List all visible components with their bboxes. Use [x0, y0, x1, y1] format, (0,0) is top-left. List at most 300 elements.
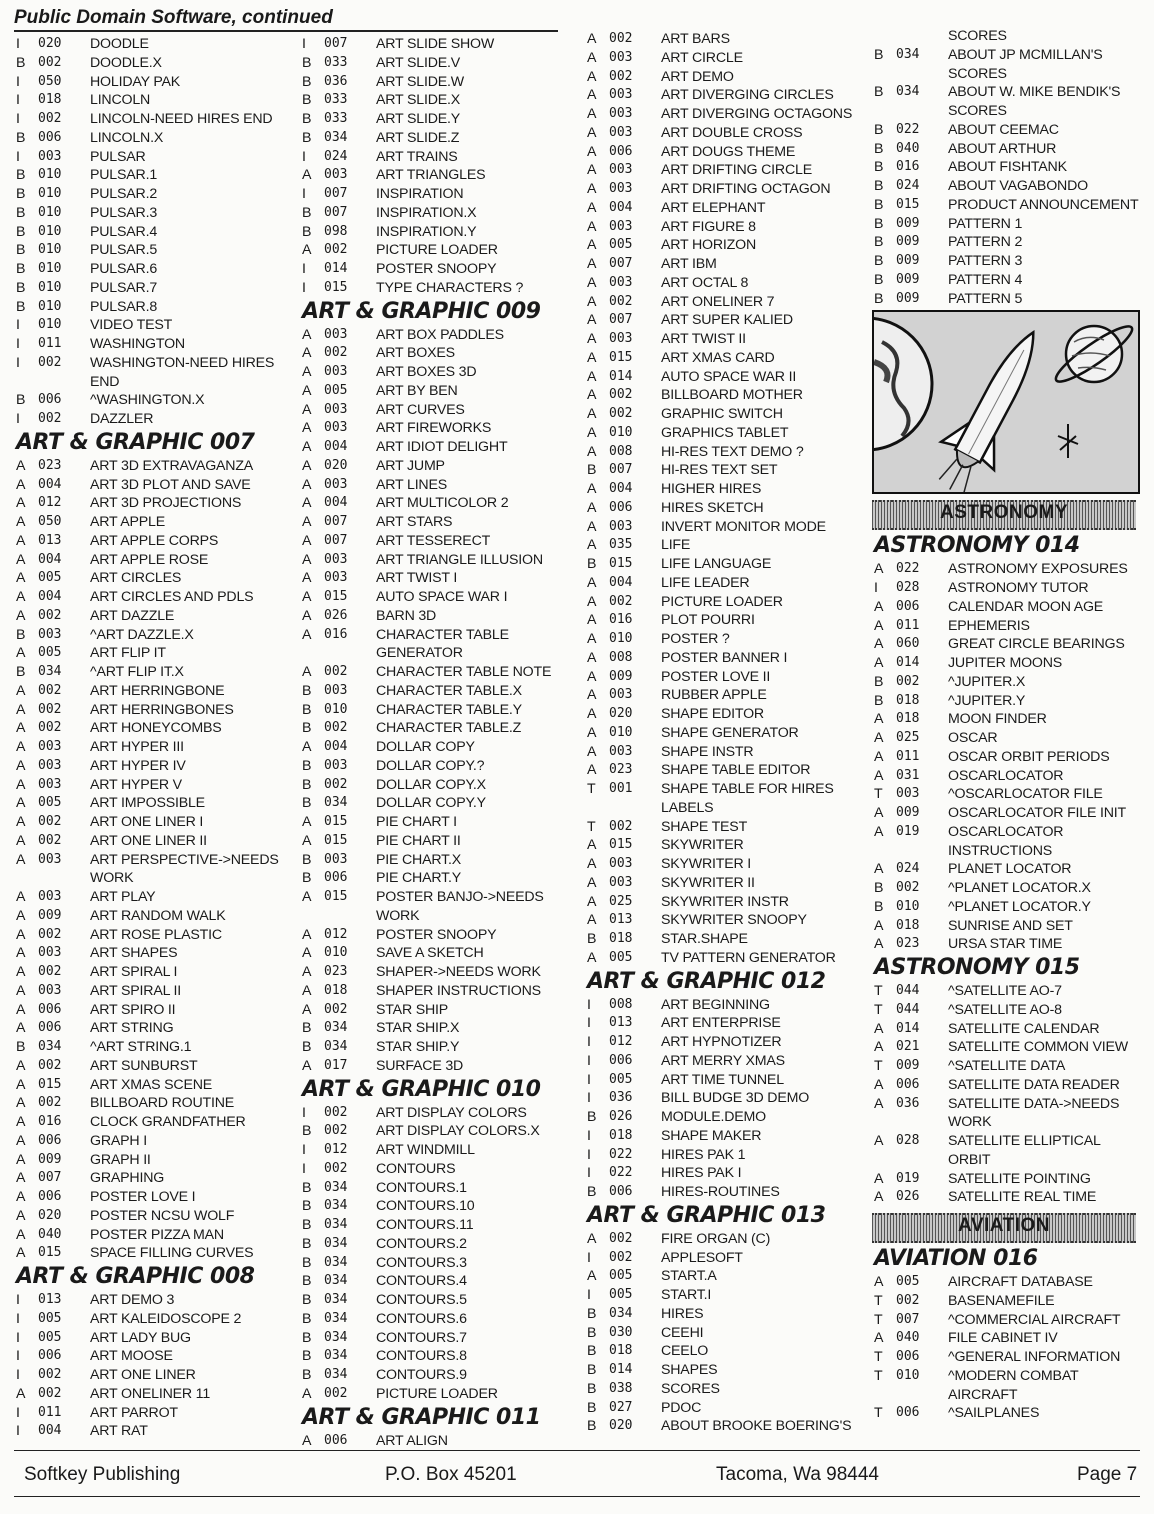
catalog-entry	[14, 832, 290, 851]
entry-format-code: B	[874, 46, 884, 63]
entry-program-name: ART DEMO 3	[90, 1292, 175, 1308]
entry-disk-number: 018	[896, 692, 920, 708]
catalog-entry	[585, 68, 863, 87]
entry-disk-number: 021	[896, 1039, 920, 1055]
entry-format-code: A	[874, 823, 884, 840]
entry-disk-number: 034	[609, 1305, 633, 1321]
entry-format-code: T	[874, 1058, 883, 1074]
catalog-entry	[585, 836, 863, 855]
catalog-entry	[585, 143, 863, 162]
entry-program-name: RUBBER APPLE	[661, 687, 767, 704]
entry-program-name: ART SLIDE SHOW	[376, 36, 495, 52]
entry-program-name: DOLLAR COPY	[376, 739, 475, 755]
entry-program-name: SHAPE EDITOR	[661, 706, 764, 722]
entry-disk-number: 018	[896, 711, 920, 727]
entry-disk-number: 022	[609, 1165, 633, 1181]
entry-format-code: A	[302, 739, 312, 755]
entry-format-code: A	[16, 589, 26, 605]
entry-disk-number: 002	[324, 242, 348, 258]
catalog-entry	[300, 701, 576, 720]
entry-format-code: A	[16, 1207, 26, 1224]
entry-disk-number: 002	[324, 1160, 348, 1176]
entry-program-name: HI-RES TEXT SET	[661, 462, 778, 479]
catalog-entry	[300, 1254, 576, 1273]
entry-program-name: PULSAR.1	[90, 167, 158, 184]
catalog-entry	[14, 1366, 290, 1385]
catalog-entry	[300, 1216, 576, 1235]
catalog-entry	[872, 673, 1140, 692]
entry-disk-number: 013	[38, 1292, 62, 1307]
entry-disk-number: 002	[38, 1095, 62, 1111]
entry-format-code: A	[587, 724, 597, 741]
entry-disk-number: 003	[324, 851, 348, 867]
entry-format-code: I	[16, 73, 20, 90]
catalog-entry	[872, 879, 1140, 898]
entry-program-name: ART LINES	[376, 476, 448, 493]
catalog-entry	[14, 1019, 290, 1038]
entry-format-code: A	[874, 1330, 884, 1347]
entry-program-name: ART SPIRAL II	[90, 982, 181, 999]
entry-format-code: B	[302, 1367, 312, 1383]
entry-format-code: B	[874, 880, 884, 896]
footer-divider-bottom	[14, 1496, 1140, 1497]
entry-format-code: B	[874, 140, 884, 157]
catalog-entry	[872, 823, 1140, 861]
entry-format-code: B	[302, 1179, 312, 1196]
entry-program-name: ^MODERN COMBAT AIRCRAFT	[948, 1367, 1079, 1403]
entry-format-code: B	[302, 720, 312, 737]
entry-program-name: SATELLITE COMMON VIEW	[948, 1039, 1128, 1056]
catalog-entry	[872, 1076, 1140, 1095]
catalog-entry	[585, 649, 863, 668]
catalog-entry	[585, 949, 863, 968]
entry-program-name: ART TRIANGLE ILLUSION	[376, 551, 543, 568]
entry-disk-number: 008	[609, 996, 633, 1012]
entry-disk-number: 010	[896, 898, 920, 914]
catalog-entry	[300, 1432, 576, 1451]
entry-format-code: A	[587, 368, 597, 385]
entry-program-name: GRAPH II	[90, 1151, 151, 1168]
entry-program-name: ART DRIFTING CIRCLE	[661, 162, 812, 179]
catalog-entry	[585, 1033, 863, 1052]
entry-disk-number: 005	[38, 645, 62, 661]
entry-program-name: GRAPHIC SWITCH	[661, 406, 783, 422]
entry-program-name: ABOUT W. MIKE BENDIK'S SCORES	[948, 84, 1121, 119]
catalog-entry	[300, 1310, 576, 1329]
catalog-entry	[585, 1399, 863, 1418]
entry-program-name: ART RANDOM WALK	[90, 907, 226, 924]
entry-disk-number: 006	[609, 143, 633, 159]
entry-format-code: A	[874, 1076, 884, 1093]
entry-program-name: ART DOUBLE CROSS	[661, 124, 803, 141]
entry-format-code: A	[874, 1274, 884, 1290]
entry-program-name: GRAPH I	[90, 1132, 147, 1149]
catalog-entry	[872, 710, 1140, 729]
entry-program-name: ART HORIZON	[661, 237, 757, 254]
catalog-entry	[872, 1348, 1140, 1367]
entry-format-code: B	[874, 84, 884, 101]
entry-disk-number: 009	[896, 215, 920, 231]
entry-format-code: B	[302, 111, 312, 127]
catalog-entry	[14, 888, 290, 907]
entry-format-code: A	[587, 218, 597, 235]
entry-program-name: SHAPE INSTR	[661, 743, 754, 760]
entry-format-code: A	[587, 687, 597, 704]
catalog-entry	[14, 1422, 290, 1441]
catalog-entry	[585, 855, 863, 874]
entry-format-code: A	[587, 143, 597, 160]
entry-disk-number: 004	[324, 439, 348, 454]
entry-program-name: LIFE LANGUAGE	[661, 556, 772, 572]
entry-disk-number: 010	[38, 167, 62, 183]
catalog-entry	[300, 1272, 576, 1291]
entry-disk-number: 009	[896, 290, 920, 306]
entry-program-name: LINCOLN.X	[90, 129, 164, 146]
catalog-entry	[585, 1342, 863, 1361]
entry-format-code: I	[16, 411, 20, 427]
entry-format-code: A	[587, 387, 597, 404]
catalog-entry	[300, 185, 576, 204]
entry-disk-number: 002	[38, 964, 62, 979]
entry-format-code: T	[874, 1405, 883, 1422]
entry-format-code: A	[302, 664, 312, 680]
catalog-entry	[872, 290, 1140, 309]
catalog-entry	[585, 30, 863, 49]
catalog-entry	[14, 682, 290, 701]
entry-disk-number: 009	[896, 271, 920, 287]
entry-program-name: PULSAR.2	[90, 186, 158, 202]
catalog-entry	[585, 255, 863, 274]
entry-format-code: I	[587, 1146, 591, 1163]
entry-program-name: PATTERN 4	[948, 271, 1023, 288]
catalog-entry	[300, 663, 576, 682]
entry-disk-number: 003	[324, 476, 348, 492]
section-heading: ART & GRAPHIC 011	[302, 1404, 541, 1430]
section-heading: ASTRONOMY 015	[874, 955, 1080, 980]
entry-disk-number: 002	[609, 406, 633, 421]
entry-format-code: A	[16, 776, 26, 793]
entry-disk-number: 010	[38, 204, 62, 220]
entry-program-name: PIE CHART I	[376, 814, 457, 830]
entry-format-code: B	[302, 1217, 312, 1233]
catalog-entry	[14, 757, 290, 776]
entry-program-name: URSA STAR TIME	[948, 936, 1063, 953]
catalog-entry	[300, 326, 576, 345]
entry-program-name: ART HYPNOTIZER	[661, 1034, 782, 1050]
entry-program-name: PATTERN 2	[948, 234, 1023, 251]
entry-disk-number: 002	[38, 111, 62, 126]
entry-program-name: POSTER LOVE II	[661, 668, 771, 685]
entry-format-code: A	[302, 945, 312, 962]
entry-format-code: B	[302, 54, 312, 71]
entry-format-code: A	[874, 767, 884, 784]
entry-disk-number: 006	[609, 499, 633, 515]
catalog-entry	[14, 494, 290, 513]
entry-program-name: ART ROSE PLASTIC	[90, 926, 222, 943]
entry-disk-number: 050	[38, 73, 62, 89]
entry-disk-number: 009	[38, 1151, 62, 1167]
entry-disk-number: 013	[609, 1015, 633, 1031]
entry-disk-number: 006	[38, 392, 62, 408]
catalog-entry	[14, 607, 290, 626]
entry-program-name: SAVE A SKETCH	[376, 945, 484, 962]
entry-disk-number: 036	[896, 1095, 920, 1111]
catalog-entry	[300, 944, 576, 963]
entry-disk-number: 003	[38, 757, 62, 773]
entry-disk-number: 044	[896, 1001, 920, 1017]
catalog-entry	[14, 907, 290, 926]
catalog-entry	[300, 851, 576, 870]
entry-program-name: POSTER SNOOPY	[376, 926, 497, 943]
entry-format-code: A	[874, 1095, 884, 1112]
entry-disk-number: 002	[896, 673, 920, 689]
entry-program-name: ABOUT BROOKE BOERING'S	[661, 1418, 852, 1435]
entry-disk-number: 010	[324, 701, 348, 717]
entry-program-name: POSTER BANNER I	[661, 649, 788, 666]
entry-program-name: ART OCTAL 8	[661, 274, 749, 291]
entry-disk-number: 010	[38, 186, 62, 201]
entry-format-code: A	[587, 312, 597, 329]
entry-program-name: PLOT POURRI	[661, 612, 755, 629]
entry-program-name: JUPITER MOONS	[948, 655, 1063, 671]
catalog-entry	[872, 215, 1140, 234]
entry-format-code: A	[874, 936, 884, 953]
entry-program-name: AUTO SPACE WAR II	[661, 368, 797, 385]
entry-program-name: ART ONELINER 11	[90, 1385, 211, 1402]
entry-format-code: T	[874, 786, 883, 803]
catalog-entry	[14, 129, 290, 148]
entry-disk-number: 014	[324, 261, 348, 276]
entry-disk-number: 019	[896, 1170, 920, 1186]
entry-program-name: SATELLITE REAL TIME	[948, 1189, 1097, 1206]
section-heading: ASTRONOMY 014	[874, 533, 1080, 559]
catalog-entry	[872, 1038, 1140, 1057]
catalog-entry	[585, 461, 863, 480]
catalog-entry	[872, 121, 1140, 140]
entry-disk-number: 034	[324, 1039, 348, 1054]
entry-disk-number: 006	[609, 1052, 633, 1068]
entry-program-name: STAR SHIP.Y	[376, 1039, 460, 1055]
entry-format-code: A	[874, 1133, 884, 1149]
entry-disk-number: 022	[896, 561, 920, 577]
entry-format-code: I	[587, 1249, 591, 1266]
entry-program-name: ART DEMO	[661, 68, 734, 85]
catalog-entry	[872, 748, 1140, 767]
catalog-entry	[14, 410, 290, 429]
catalog-entry	[300, 1057, 576, 1076]
entry-disk-number: 007	[609, 462, 633, 478]
entry-disk-number: 006	[896, 598, 920, 614]
section-heading: ART & GRAPHIC 012	[587, 968, 826, 994]
entry-program-name: PRODUCT ANNOUNCEMENT	[948, 196, 1139, 213]
entry-disk-number: 007	[38, 1170, 62, 1186]
entry-program-name: PULSAR.3	[90, 204, 158, 221]
entry-format-code: A	[587, 162, 597, 179]
entry-format-code: A	[874, 1020, 884, 1037]
entry-format-code: A	[302, 495, 312, 512]
entry-format-code: I	[16, 1348, 20, 1365]
entry-disk-number: 005	[609, 1071, 633, 1087]
catalog-entry	[585, 911, 863, 930]
entry-format-code: A	[587, 181, 597, 197]
entry-disk-number: 009	[38, 907, 62, 923]
entry-program-name: ART TRAINS	[376, 148, 458, 165]
entry-disk-number: 008	[609, 443, 633, 459]
entry-format-code: I	[16, 1292, 20, 1308]
entry-program-name: ^SATELLITE DATA	[948, 1058, 1066, 1074]
entry-program-name: ART SLIDE.Y	[376, 111, 461, 127]
catalog-entry	[585, 593, 863, 612]
catalog-entry	[14, 279, 290, 298]
catalog-entry	[300, 129, 576, 148]
entry-format-code: A	[16, 1057, 26, 1074]
entry-disk-number: 011	[38, 1404, 62, 1420]
entry-format-code: A	[16, 982, 26, 999]
entry-program-name: ART CIRCLES	[90, 570, 182, 587]
catalog-entry	[14, 335, 290, 354]
catalog-entry	[585, 1183, 863, 1202]
entry-format-code: A	[587, 481, 597, 497]
entry-program-name: CONTOURS.4	[376, 1273, 467, 1290]
catalog-entry	[14, 794, 290, 813]
catalog-entry	[300, 401, 576, 420]
entry-program-name: PIE CHART.X	[376, 851, 462, 868]
entry-format-code: I	[587, 1127, 591, 1144]
catalog-entry	[14, 851, 290, 889]
entry-program-name: SURFACE 3D	[376, 1057, 464, 1074]
catalog-entry	[14, 1151, 290, 1170]
catalog-entry	[872, 271, 1140, 290]
entry-format-code: B	[16, 392, 26, 409]
catalog-entry	[300, 607, 576, 626]
catalog-entry	[300, 166, 576, 185]
catalog-entry	[585, 705, 863, 724]
entry-disk-number: 024	[896, 178, 920, 193]
entry-disk-number: 015	[609, 349, 633, 365]
catalog-entry	[585, 218, 863, 237]
catalog-entry	[14, 354, 290, 392]
catalog-entry	[14, 532, 290, 551]
entry-disk-number: 023	[896, 936, 920, 952]
entry-program-name: BILLBOARD MOTHER	[661, 387, 803, 404]
entry-program-name: ART HYPER III	[90, 739, 184, 755]
catalog-entry	[585, 1127, 863, 1146]
entry-program-name: PLANET LOCATOR	[948, 861, 1072, 878]
entry-format-code: A	[302, 1432, 312, 1449]
entry-disk-number: 002	[609, 1249, 633, 1265]
entry-disk-number: 004	[324, 495, 348, 511]
entry-program-name: ART DOUGS THEME	[661, 143, 796, 160]
entry-program-name: ART BARS	[661, 31, 730, 47]
entry-program-name: ABOUT VAGABONDO	[948, 178, 1088, 194]
entry-format-code: A	[302, 514, 312, 530]
entry-program-name: SKYWRITER II	[661, 874, 755, 891]
catalog-entry	[14, 260, 290, 279]
entry-disk-number: 004	[38, 476, 62, 492]
catalog-entry	[14, 391, 290, 410]
entry-format-code: A	[874, 636, 884, 653]
catalog-entry	[585, 1230, 863, 1249]
entry-format-code: A	[587, 237, 597, 254]
entry-program-name: SKYWRITER INSTR	[661, 893, 789, 910]
entry-format-code: A	[587, 593, 597, 610]
entry-disk-number: 018	[324, 982, 348, 998]
entry-format-code: B	[16, 664, 26, 680]
entry-format-code: B	[302, 73, 312, 90]
entry-program-name: ART IBM	[661, 256, 717, 272]
entry-format-code: A	[587, 893, 597, 910]
catalog-entry	[300, 438, 576, 457]
catalog-column-2	[300, 35, 576, 1450]
entry-format-code: B	[302, 870, 312, 887]
entry-disk-number: 015	[324, 889, 348, 904]
catalog-entry	[585, 630, 863, 649]
entry-program-name: PULSAR.7	[90, 279, 158, 296]
catalog-entry	[585, 1361, 863, 1380]
entry-program-name: ART TWIST I	[376, 570, 458, 587]
entry-program-name: PATTERN 3	[948, 253, 1023, 269]
entry-format-code: T	[874, 1292, 883, 1309]
entry-format-code: A	[16, 645, 26, 662]
entry-disk-number: 031	[896, 767, 920, 783]
catalog-entry	[585, 1324, 863, 1343]
entry-program-name: MODULE.DEMO	[661, 1109, 767, 1125]
entry-program-name: SPACE FILLING CURVES	[90, 1245, 254, 1262]
entry-program-name: CONTOURS.3	[376, 1254, 467, 1271]
entry-format-code: A	[874, 1170, 884, 1187]
entry-disk-number: 014	[609, 368, 633, 384]
catalog-entry	[585, 930, 863, 949]
entry-disk-number: 034	[324, 1292, 348, 1307]
entry-disk-number: 013	[609, 912, 633, 928]
catalog-entry	[585, 1108, 863, 1127]
entry-program-name: ^GENERAL INFORMATION	[948, 1349, 1121, 1365]
catalog-entry	[872, 1095, 1140, 1133]
entry-disk-number: 015	[896, 196, 920, 212]
entry-program-name: ^SATELLITE AO-7	[948, 983, 1062, 999]
entry-program-name: CONTOURS.1	[376, 1179, 467, 1196]
catalog-entry	[14, 316, 290, 335]
entry-format-code: I	[16, 1329, 20, 1346]
catalog-entry	[14, 241, 290, 260]
entry-program-name: ^SAILPLANES	[948, 1405, 1040, 1422]
catalog-entry	[300, 719, 576, 738]
catalog-entry	[872, 1132, 1140, 1170]
entry-disk-number: 002	[609, 68, 633, 84]
entry-format-code: T	[874, 1311, 883, 1328]
catalog-entry	[300, 1291, 576, 1310]
catalog-entry	[585, 1071, 863, 1090]
entry-program-name: ART PARROT	[90, 1404, 178, 1421]
entry-disk-number: 004	[609, 481, 633, 496]
entry-disk-number: 020	[609, 1418, 633, 1434]
catalog-entry	[585, 124, 863, 143]
entry-program-name: ART XMAS SCENE	[90, 1076, 213, 1093]
catalog-entry	[585, 311, 863, 330]
catalog-entry	[872, 1311, 1140, 1330]
catalog-entry	[872, 935, 1140, 954]
entry-disk-number: 003	[609, 518, 633, 534]
entry-disk-number: 020	[324, 457, 348, 473]
entry-format-code: B	[587, 931, 597, 947]
entry-disk-number: 002	[38, 926, 62, 942]
entry-program-name: ART ONELINER 7	[661, 293, 775, 310]
entry-disk-number: 020	[38, 36, 62, 51]
catalog-column-4	[872, 27, 1140, 1423]
entry-disk-number: 024	[324, 148, 348, 164]
banner-title: AVIATION	[958, 1215, 1050, 1236]
entry-disk-number: 009	[609, 668, 633, 684]
